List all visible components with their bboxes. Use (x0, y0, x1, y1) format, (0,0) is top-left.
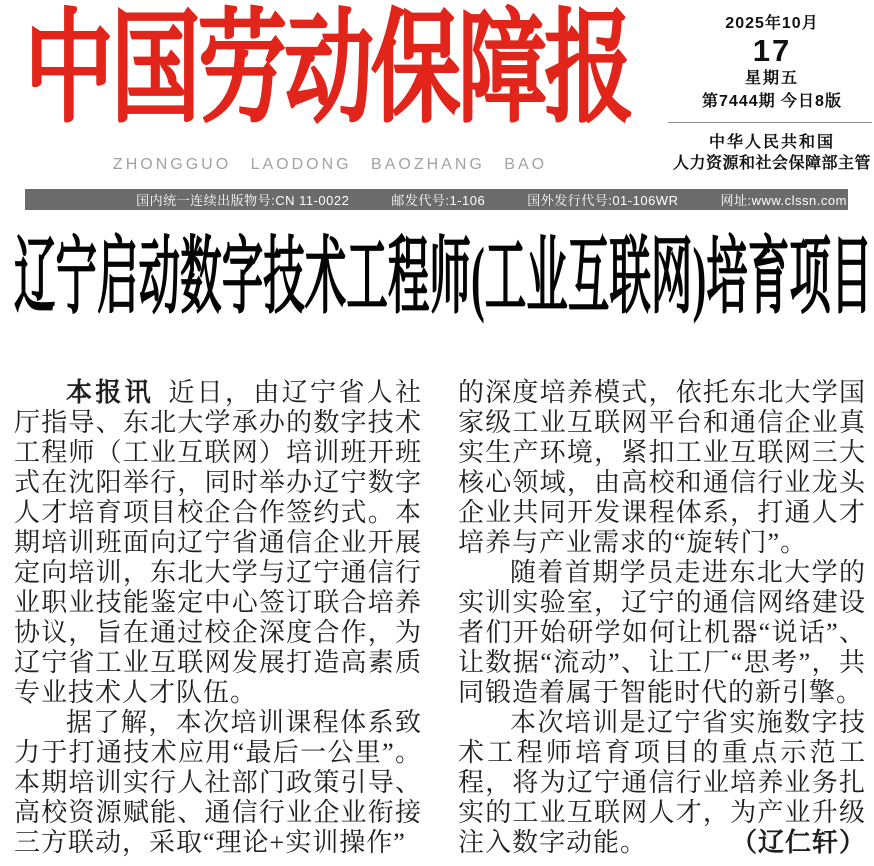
article-column-left (14, 378, 422, 858)
main-headline (14, 228, 874, 328)
postal-code: 邮发代号:1-106 (391, 193, 486, 208)
supervisor-line-1: 中华人民共和国 (708, 134, 835, 151)
article-body (0, 378, 874, 858)
issue-year-month: 2025年10月 (725, 15, 819, 32)
website-url: 网址:www.clssn.com (720, 193, 847, 208)
main-headline-text: 辽宁启动数字技术工程师(工业互联网)培育项目 (14, 231, 873, 325)
author-byline: （辽仁轩） (730, 828, 866, 857)
paragraph: 据了解，本次培训课程体系致力于打通技术应用“最后一公里”。本期培训实行人社部门政策引导、高校资源赋能、通信行业企业衔接三方联动，采取“理论+实训操作” (14, 708, 422, 857)
issue-weekday: 星期五 (744, 70, 799, 87)
publication-codes-bar (25, 189, 848, 210)
supervisor-line-2: 人力资源和社会保障部主管 (672, 155, 871, 172)
paragraph (458, 708, 866, 858)
issue-day: 17 (752, 33, 792, 68)
paragraph: 的深度培养模式，依托东北大学国家级工业互联网平台和通信企业真实生产环境，紧扣工业互联网三大核心领域，由高校和通信行业龙头企业共同开发课程体系，打通人才培养与产业需求的“旋转门”。 (458, 378, 866, 557)
masthead (0, 0, 874, 186)
issue-number-pages: 第7444期 今日8版 (702, 93, 842, 110)
newspaper-title: 中国劳动保障报 (24, 0, 631, 138)
divider-line (668, 122, 872, 123)
article-column-right (458, 378, 866, 858)
foreign-code: 国外发行代号:01-106WR (527, 193, 679, 208)
issue-info-block (672, 14, 872, 174)
newspaper-title-pinyin: ZHONGGUO LAODONG BAOZHANG BAO (112, 156, 548, 173)
domestic-issn: 国内统一连续出版物号:CN 11-0022 (136, 193, 350, 208)
paragraph-text: 近日，由辽宁省人社厅指导、东北大学承办的数字技术工程师（工业互联网）培训班开班式在沈阳举行，同时举办辽宁数字人才培育项目校企合作签约式。本期培训班面向辽宁省通信企业开展定向培训，东北大学与辽宁通信行业职业技能鉴定中心签订联合培养协议，旨在通过校企深度合作，为辽宁省工业互联网发展打造高素质专业技术人才队伍。 (14, 378, 422, 707)
paragraph-text: 本次培训是辽宁省实施数字技术工程师培育项目的重点示范工程，将为辽宁通信行业培养业务扎实的工业互联网人才，为产业升级注入数字动能。 (458, 708, 866, 857)
paragraph (14, 378, 422, 708)
paragraph: 随着首期学员走进东北大学的实训实验室，辽宁的通信网络建设者们开始研学如何让机器“说话”、让数据“流动”、让工厂“思考”，共同锻造着属于智能时代的新引擎。 (458, 558, 866, 707)
byline-prefix: 本报讯 (66, 378, 155, 407)
